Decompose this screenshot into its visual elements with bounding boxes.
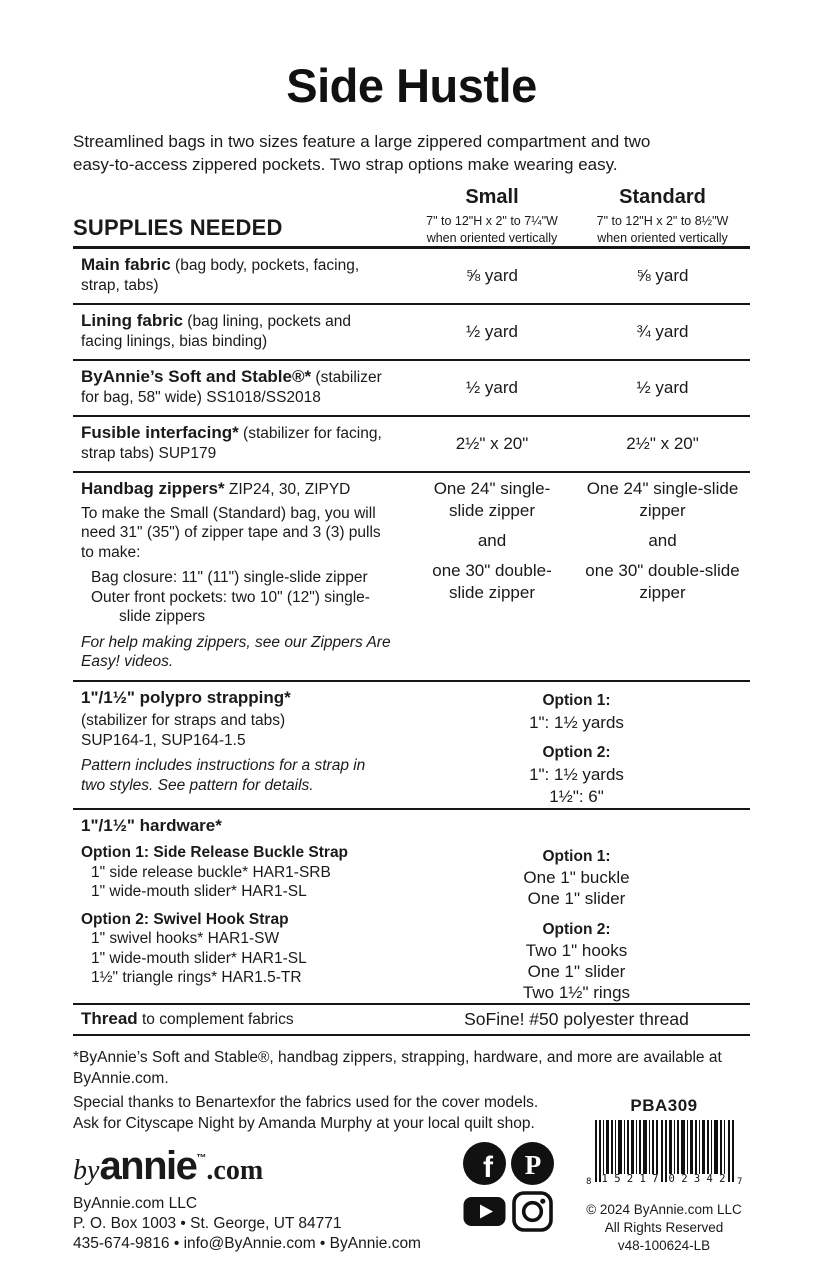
- zipper-note: For help making zippers, see our Zippers Are Easy! videos.: [81, 633, 391, 670]
- item-name: 1"/1½" polypro strapping*: [81, 687, 291, 707]
- zipper-intro: To make the Small (Standard) bag, you will need 31" (35") of zipper tape and 3 (3) pulls to make:: [81, 504, 381, 561]
- small-value: ⅝ yard: [466, 266, 518, 285]
- upc-barcode: [585, 1120, 743, 1199]
- company-contact: 435-674-9816 • info@ByAnnie.com • ByAnnie.com: [73, 1235, 421, 1252]
- hardware-option2-item: 1" wide-mouth slider* HAR1-SL: [91, 949, 307, 967]
- supply-row-handbag-zippers: [73, 473, 750, 682]
- item-name: ByAnnie’s Soft and Stable®*: [81, 367, 312, 386]
- zipper-value-and: and: [648, 531, 677, 550]
- option1-value: One 1" slider: [527, 888, 626, 908]
- item-name: Fusible interfacing*: [81, 423, 239, 442]
- standard-size-line2: when oriented vertically: [597, 230, 728, 245]
- small-size-line1: 7" to 12"H x 2" to 7¼"W: [426, 214, 558, 228]
- thread-value: SoFine! #50 polyester thread: [464, 1009, 689, 1030]
- intro-line-1: Streamlined bags in two sizes feature a large zippered compartment and two: [73, 132, 651, 151]
- copyright-line: © 2024 ByAnnie.com LLC: [586, 1202, 742, 1217]
- hardware-option2-item: 1" swivel hooks* HAR1-SW: [91, 930, 280, 947]
- small-value: ½ yard: [466, 378, 518, 397]
- standard-value: [563, 473, 750, 680]
- byannie-logo: [73, 1144, 421, 1189]
- barcode-digits-group1: 1 5 2 1 7: [601, 1173, 659, 1185]
- standard-label: Standard: [619, 186, 706, 208]
- item-name: Thread: [81, 1008, 138, 1028]
- supply-row-polypro-strapping: [73, 682, 750, 810]
- item-codes: ZIP24, 30, ZIPYD: [224, 481, 351, 498]
- supplies-needed-heading: SUPPLIES NEEDED: [73, 215, 283, 240]
- facebook-icon: [463, 1142, 506, 1185]
- small-value: 2½" x 20": [455, 434, 529, 453]
- item-desc: (stabilizer for facing, strap tabs) SUP179: [81, 425, 382, 462]
- item-desc: to complement fabrics: [137, 1010, 294, 1028]
- rights-line: All Rights Reserved: [604, 1220, 724, 1235]
- version-line: v48-100624-LB: [617, 1238, 711, 1253]
- option2-label: Option 2:: [542, 920, 611, 938]
- company-address: P. O. Box 1003 • St. George, UT 84771: [73, 1215, 342, 1232]
- small-value: ½ yard: [466, 322, 518, 341]
- standard-value: 2½" x 20": [626, 434, 699, 453]
- item-desc: (bag lining, pockets and facing linings, bias binding): [81, 313, 352, 350]
- hardware-option2-item: 1½" triangle rings* HAR1.5-TR: [91, 969, 302, 986]
- hardware-values: [421, 810, 750, 1003]
- product-code: PBA309: [630, 1096, 698, 1115]
- option2-value: Two 1½" rings: [522, 982, 631, 1002]
- item-name: 1"/1½" hardware*: [81, 815, 222, 835]
- hardware-option1-item: 1" side release buckle* HAR1-SRB: [91, 863, 331, 881]
- option2-value-2: 1½": 6": [549, 786, 604, 806]
- option2-label: Option 2:: [542, 743, 611, 761]
- thanks-line-2: Ask for Cityscape Night by Amanda Murphy at your local quilt shop.: [73, 1115, 535, 1132]
- intro-description: [73, 130, 750, 176]
- svg-text:P: P: [524, 1150, 542, 1180]
- instagram-icon: [511, 1190, 554, 1233]
- small-size-line2: when oriented vertically: [426, 230, 558, 245]
- strapping-desc-1: (stabilizer for straps and tabs): [81, 712, 286, 729]
- standard-value: ¾ yard: [636, 322, 689, 341]
- option1-label: Option 1:: [542, 847, 611, 865]
- supply-row-fusible-interfacing: [73, 417, 750, 473]
- zipper-value-and: and: [477, 531, 507, 550]
- thanks-line-1: Special thanks to Benartexfor the fabrics used for the cover models.: [73, 1094, 539, 1111]
- column-header-small: [421, 184, 563, 246]
- supply-row-soft-and-stable: [73, 361, 750, 417]
- item-desc: (bag body, pockets, facing, strap, tabs): [81, 257, 360, 294]
- page-title: Side Hustle: [286, 59, 537, 112]
- supply-row-thread: [73, 1005, 750, 1037]
- social-icons: [463, 1142, 554, 1233]
- option1-label: Option 1:: [542, 691, 611, 709]
- strapping-desc-2: SUP164-1, SUP164-1.5: [81, 731, 246, 749]
- supply-row-lining-fabric: [73, 305, 750, 361]
- barcode-digits-group2: 0 2 3 4 2: [668, 1173, 726, 1185]
- option2-value-1: 1": 1½ yards: [529, 764, 624, 784]
- strapping-values: [421, 682, 750, 808]
- company-name: ByAnnie.com LLC: [73, 1195, 198, 1212]
- hardware-option2-heading: Option 2: Swivel Hook Strap: [81, 910, 289, 928]
- hardware-option1-heading: Option 1: Side Release Buckle Strap: [81, 844, 349, 861]
- zipper-item-2: Outer front pockets: two 10" (12") single-slide zippers: [91, 588, 370, 625]
- special-thanks: [73, 1092, 538, 1134]
- small-label: Small: [465, 186, 519, 208]
- item-desc: (stabilizer for bag, 58" wide) SS1018/SS2018: [81, 369, 382, 406]
- table-header: [73, 184, 750, 246]
- zipper-value-2: one 30" double-slide zipper: [432, 561, 552, 602]
- product-code-block: [585, 1096, 743, 1255]
- supplies-table: [73, 246, 750, 1036]
- pinterest-icon: [511, 1142, 554, 1185]
- hardware-option1-item: 1" wide-mouth slider* HAR1-SL: [91, 883, 307, 900]
- zipper-value-1: One 24" single-slide zipper: [433, 479, 551, 520]
- option2-value: Two 1" hooks: [525, 940, 628, 960]
- item-name: Handbag zippers*: [81, 479, 225, 498]
- option1-value: 1": 1½ yards: [529, 712, 624, 732]
- svg-text:f: f: [483, 1151, 493, 1184]
- standard-value: ½ yard: [636, 378, 689, 397]
- trademark-symbol: ™: [196, 1153, 207, 1164]
- column-header-standard: [563, 184, 750, 246]
- logo-annie: annie: [99, 1144, 197, 1188]
- supply-row-main-fabric: [73, 249, 750, 305]
- option1-value: One 1" buckle: [523, 867, 630, 887]
- intro-line-2: easy-to-access zippered pockets. Two strap options make wearing easy.: [73, 155, 618, 174]
- bottom-section: [73, 1092, 763, 1275]
- item-name: Lining fabric: [81, 311, 183, 330]
- supply-row-hardware: [73, 810, 750, 1005]
- small-value: [421, 473, 563, 680]
- zipper-item-1: Bag closure: 11" (11") single-slide zipper: [91, 569, 368, 586]
- youtube-icon: [463, 1190, 506, 1233]
- item-name: Main fabric: [81, 255, 171, 274]
- barcode-digit-right: 7: [737, 1177, 743, 1187]
- barcode-digit-left: 8: [586, 1177, 592, 1187]
- standard-size-line1: 7" to 12"H x 2" to 8½"W: [596, 214, 729, 228]
- strapping-note: Pattern includes instructions for a strap in two styles. See pattern for details.: [81, 757, 366, 794]
- option2-value: One 1" slider: [527, 961, 626, 981]
- standard-value: ⅝ yard: [636, 266, 689, 285]
- logo-by: by: [73, 1155, 100, 1186]
- zipper-value-1: One 24" single-slide zipper: [586, 479, 739, 520]
- logo-com: .com: [206, 1155, 264, 1186]
- zipper-value-2: one 30" double-slide zipper: [585, 561, 740, 602]
- byannie-logo-block: [73, 1144, 421, 1254]
- availability-footnote: *ByAnnie’s Soft and Stable®, handbag zippers, strapping, hardware, and more are available at ByAnnie.com.: [73, 1049, 722, 1087]
